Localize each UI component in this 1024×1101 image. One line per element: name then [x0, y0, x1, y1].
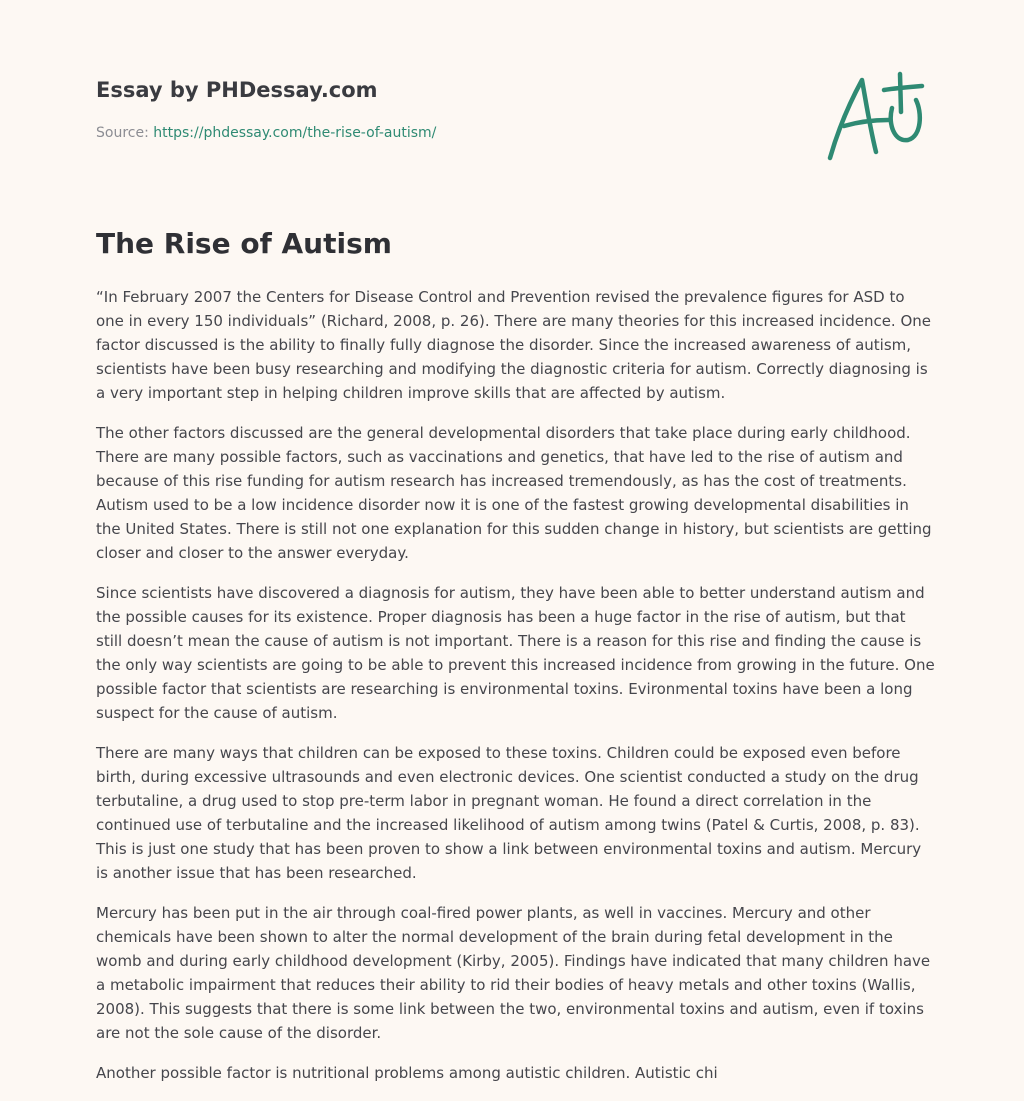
paragraph: Since scientists have discovered a diagnosis for autism, they have been able to better understand autism and the possible causes for its existence. Proper diagnosis has been a huge factor in the rise of autism, but that still doesn’t mean the cause of autism is not important. There is a reason for this rise and finding the cause is the only way scientists are going to be able to prevent this increased incidence from growing in the future. One possible factor that scientists are researching is environmental toxins. Evironmental toxins have been a long suspect for the cause of autism. — [96, 584, 935, 722]
essay-body — [96, 285, 936, 1101]
paragraph-truncated: Another possible factor is nutritional problems among autistic children. Autistic chi — [96, 1064, 718, 1082]
source-link[interactable]: https://phdessay.com/the-rise-of-autism/ — [153, 125, 437, 141]
essay-title: The Rise of Autism — [96, 227, 392, 260]
site-title: Essay by PHDessay.com — [96, 78, 378, 102]
source-label: Source: — [96, 125, 154, 141]
paragraph: The other factors discussed are the general developmental disorders that take place during early childhood. There are many possible factors, such as vaccinations and genetics, that have led to the rise of autism and because of this rise funding for autism research has increased tremendously, as has the cost of treatments. Autism used to be a low incidence disorder now it is one of the fastest growing developmental disabilities in the United States. There is still not one explanation for this sudden change in history, but scientists are getting closer and closer to the answer everyday. — [96, 424, 932, 562]
a-plus-logo-icon — [824, 68, 926, 164]
source-line — [96, 123, 436, 143]
paragraph: Mercury has been put in the air through coal-fired power plants, as well in vaccines. Mercury and other chemicals have been shown to alter the normal development of the brain during fetal development in the womb and during early childhood development (Kirby, 2005). Findings have indicated that many children have a metabolic impairment that reduces their ability to rid their bodies of heavy metals and other toxins (Wallis, 2008). This suggests that there is some link between the two, environmental toxins and autism, even if toxins are not the sole cause of the disorder. — [96, 904, 931, 1042]
paragraph: There are many ways that children can be exposed to these toxins. Children could be exposed even before birth, during excessive ultrasounds and even electronic devices. One scientist conducted a study on the drug terbutaline, a drug used to stop pre-term labor in pregnant woman. He found a direct correlation in the continued use of terbutaline and the increased likelihood of autism among twins (Patel & Curtis, 2008, p. 83). This is just one study that has been proven to show a link between environmental toxins and autism. Mercury is another issue that has been researched. — [96, 744, 922, 882]
paragraph: “In February 2007 the Centers for Disease Control and Prevention revised the prevalence figures for ASD to one in every 150 individuals” (Richard, 2008, p. 26). There are many theories for this increased incidence. One factor discussed is the ability to finally fully diagnose the disorder. Since the increased awareness of autism, scientists have been busy researching and modifying the diagnostic criteria for autism. Correctly diagnosing is a very important step in helping children improve skills that are affected by autism. — [96, 288, 932, 402]
